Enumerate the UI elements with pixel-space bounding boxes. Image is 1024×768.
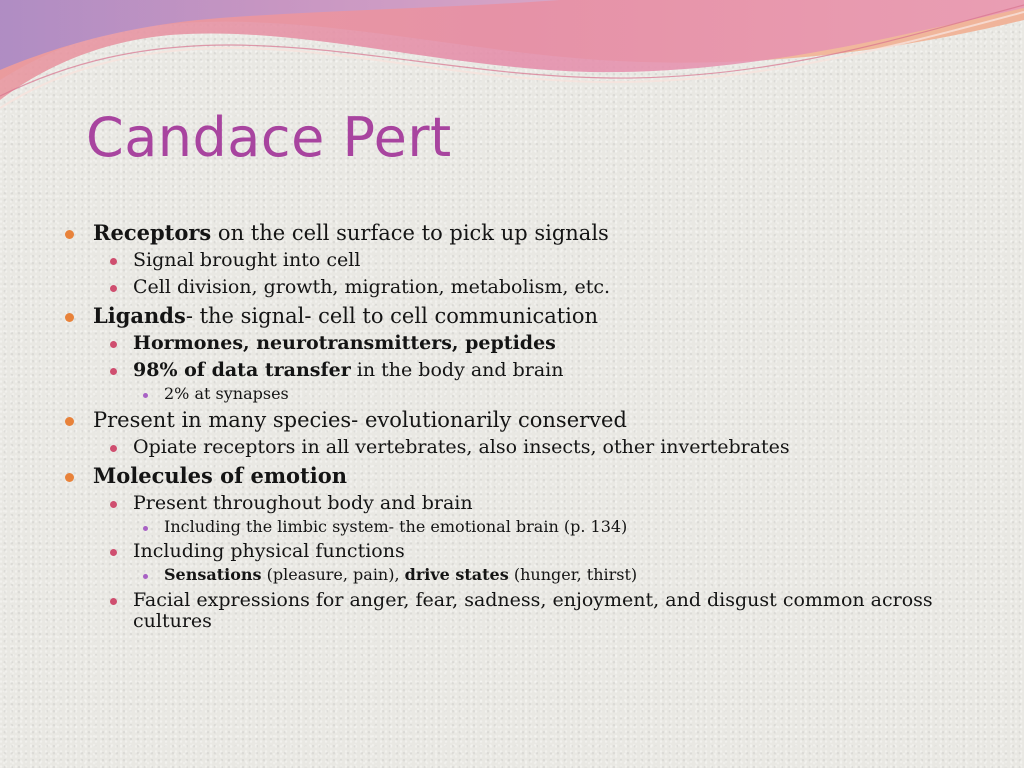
bullet-dot-icon [143, 526, 148, 531]
bullet-text: 2% at synapses [164, 383, 289, 403]
bullet-text: Facial expressions for anger, fear, sadness, enjoyment, and disgust common across cultures [133, 588, 933, 633]
bullet-text: Present throughout body and brain [133, 492, 473, 515]
bullet-text: Present in many species- evolutionarily conserved [93, 408, 627, 433]
bold-text: Sensations [164, 565, 262, 585]
bullet-dot-icon [110, 285, 117, 292]
bold-text: 98% of data transfer [133, 358, 351, 381]
bullet-text: Cell division, growth, migration, metabolism, etc. [133, 275, 611, 298]
bullet-dot-icon [110, 445, 117, 452]
bullet-list [62, 216, 962, 633]
bullet-many-species [62, 408, 962, 432]
bullet-dot-icon [143, 574, 148, 579]
bullet-dot-icon [65, 417, 74, 426]
bullet-sensations [62, 566, 962, 584]
bullet-data-transfer [62, 360, 962, 382]
bullet-receptors [62, 221, 962, 245]
bullet-text: Opiate receptors in all vertebrates, also insects, other invertebrates [133, 436, 790, 459]
bullet-text: on the cell surface to pick up signals [211, 221, 609, 245]
slide-title: Candace Pert [86, 106, 452, 169]
bullet-dot-icon [110, 258, 117, 265]
bullet-dot-icon [65, 313, 74, 322]
bold-text: Hormones, neurotransmitters, peptides [133, 331, 556, 354]
bullet-cell-division [62, 277, 962, 299]
bullet-dot-icon [143, 393, 148, 398]
bullet-text: Including the limbic system- the emotional brain (p. 134) [164, 517, 628, 537]
bullet-physical-functions [62, 541, 962, 563]
bullet-text: (pleasure, pain), [261, 565, 405, 585]
bullet-text: Including physical functions [133, 540, 405, 563]
bullet-opiate-receptors [62, 437, 962, 459]
bullet-molecules-of-emotion [62, 464, 962, 488]
bold-text: Ligands [93, 302, 186, 328]
bullet-ligands [62, 304, 962, 328]
bullet-dot-icon [110, 501, 117, 508]
bullet-dot-icon [65, 473, 74, 482]
bullet-text: Signal brought into cell [133, 249, 361, 272]
bullet-signal-into-cell [62, 250, 962, 272]
bullet-text: - the signal- cell to cell communication [185, 303, 599, 328]
bullet-facial-expressions [62, 590, 962, 634]
bullet-throughout-body [62, 493, 962, 515]
bullet-dot-icon [110, 368, 117, 375]
bullet-dot-icon [110, 341, 117, 348]
bullet-dot-icon [65, 230, 74, 239]
bullet-hormones [62, 333, 962, 355]
bullet-dot-icon [110, 549, 117, 556]
bullet-dot-icon [110, 598, 117, 605]
bullet-text: in the body and brain [350, 358, 564, 381]
bold-text: Molecules of emotion [93, 463, 348, 489]
bold-text: drive states [404, 565, 509, 585]
bullet-text: (hunger, thirst) [508, 565, 638, 585]
bullet-limbic-system [62, 518, 962, 536]
bold-text: Receptors [93, 220, 212, 245]
bullet-synapses [62, 385, 962, 403]
